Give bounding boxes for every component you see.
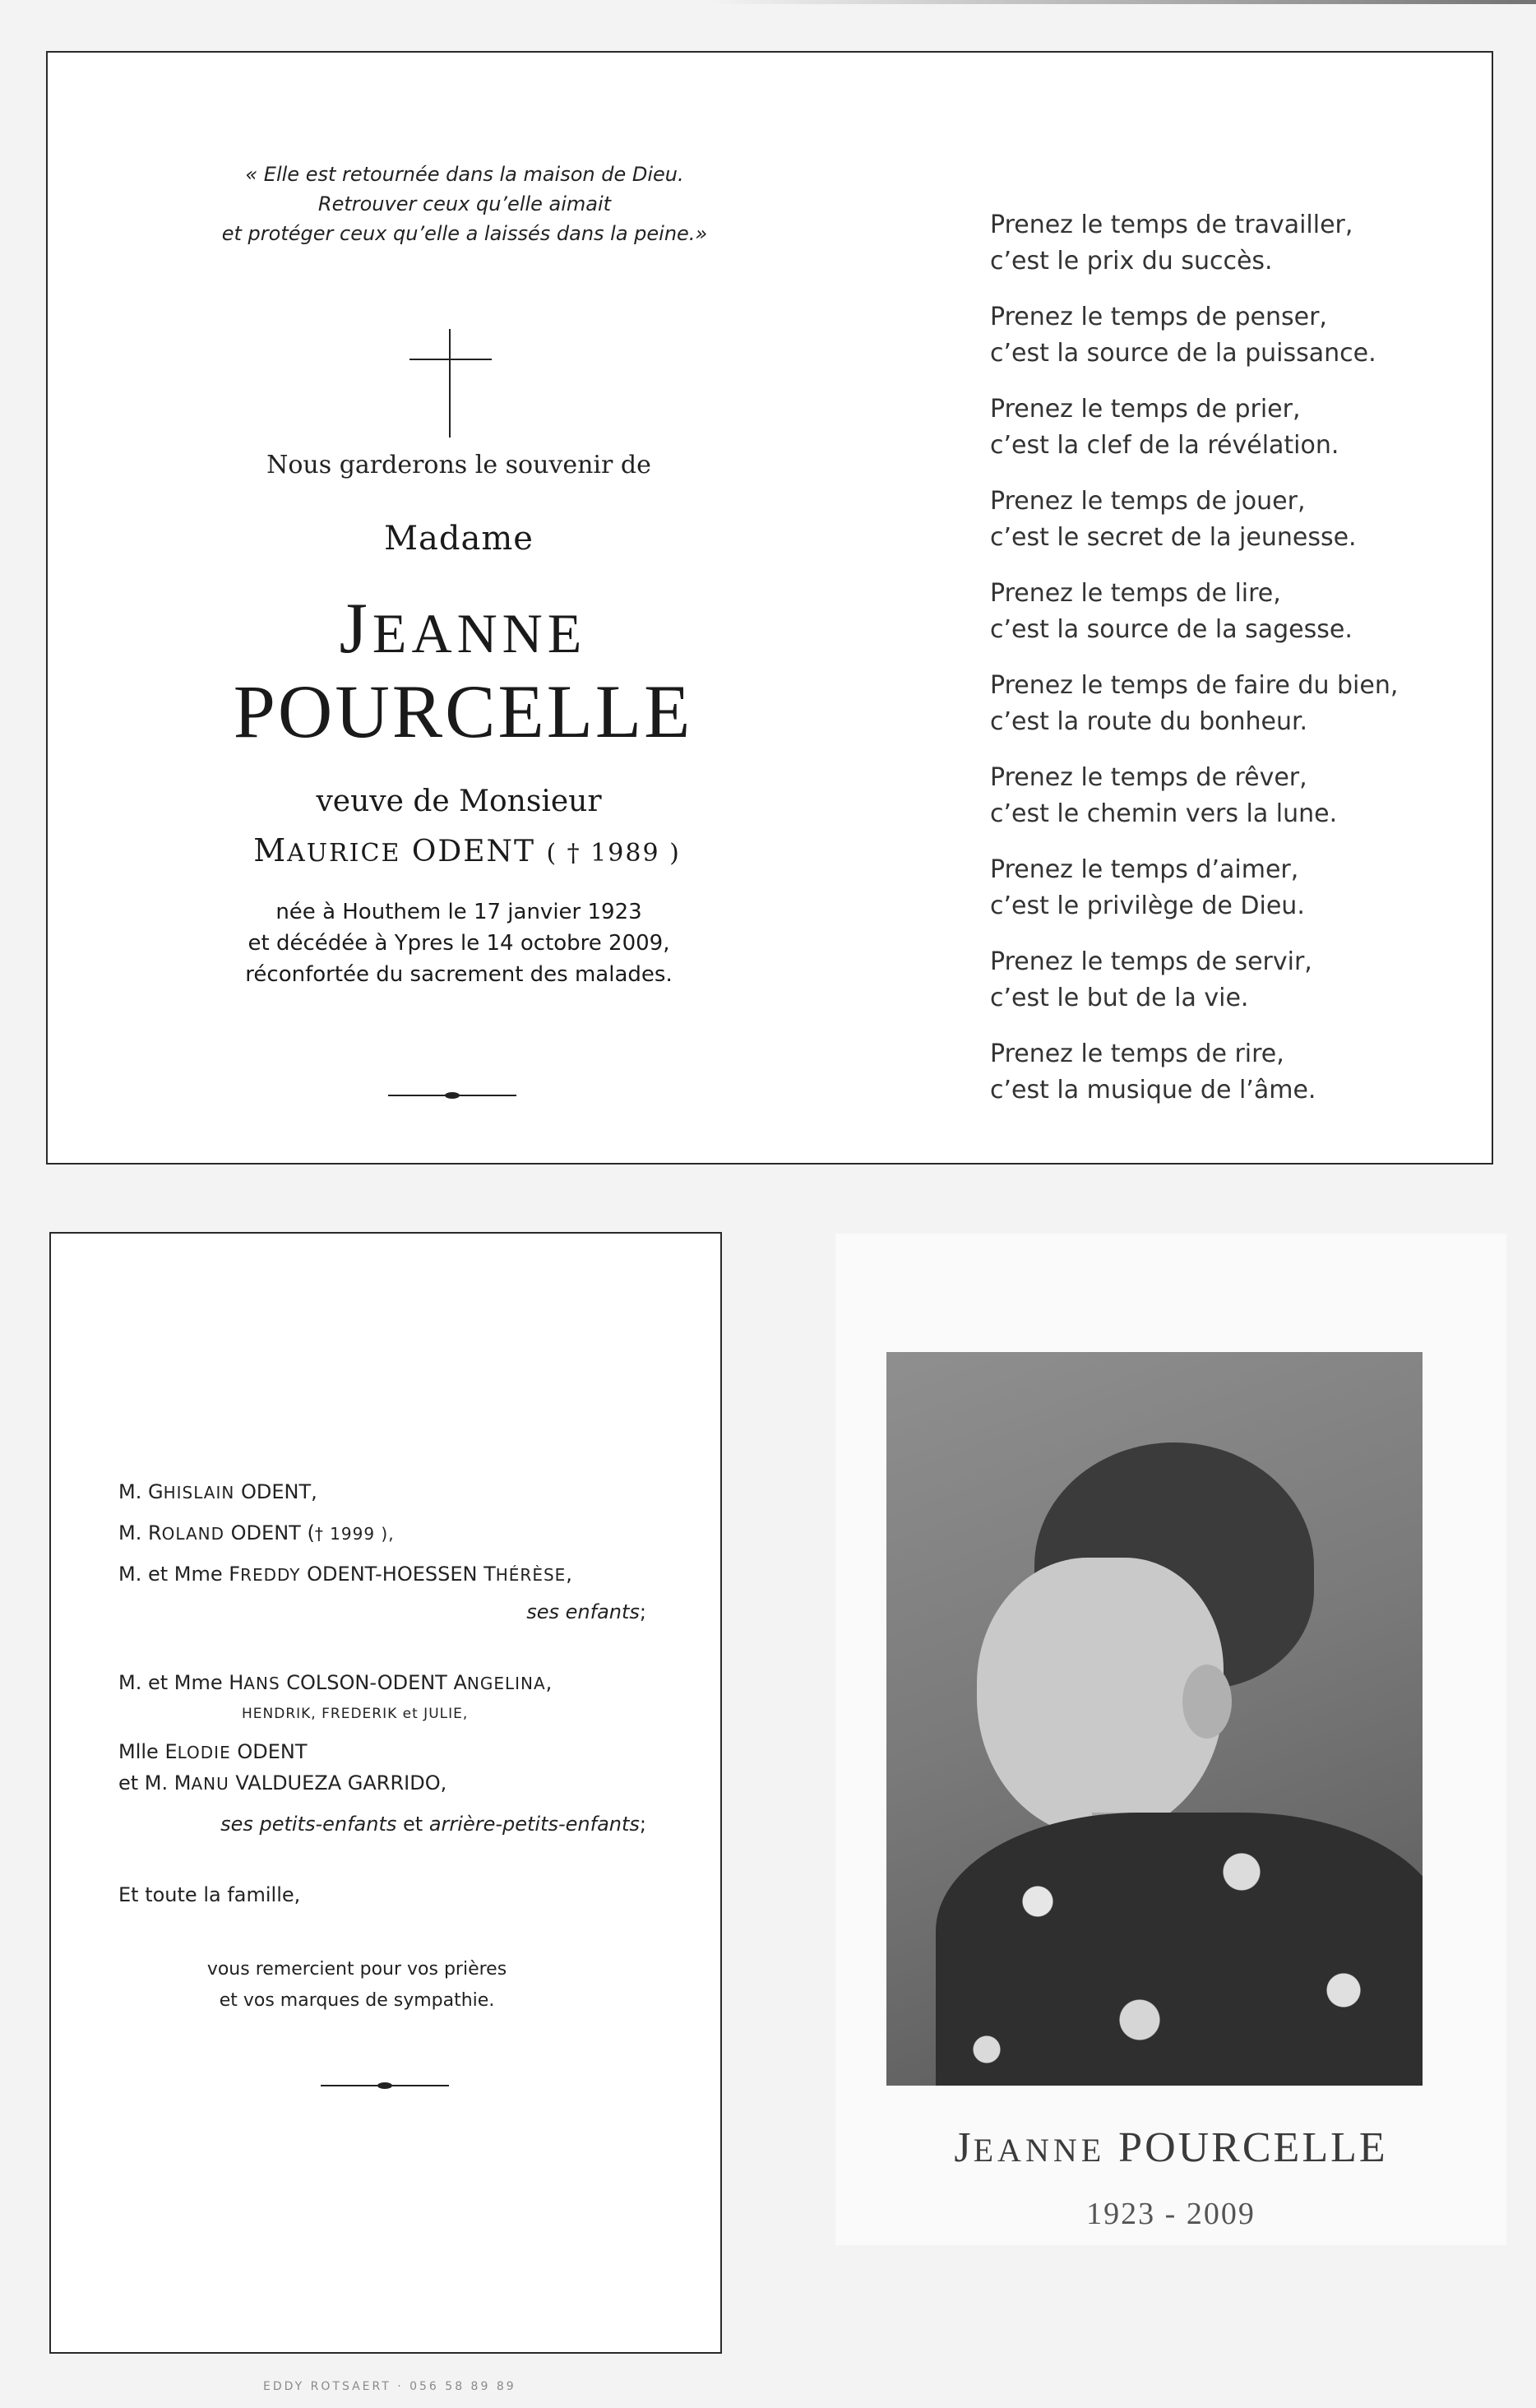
poem-line: c’est la source de la puissance. xyxy=(990,339,1376,368)
husband-first-rest: AURICE xyxy=(287,839,401,868)
poem-line: Prenez le temps de rire, xyxy=(990,1040,1284,1068)
cross-icon xyxy=(409,329,492,438)
divider-ornament xyxy=(321,2082,449,2089)
poem-stanza xyxy=(990,299,1516,372)
first-name-initial: J xyxy=(339,589,372,669)
poem-line: c’est le chemin vers la lune. xyxy=(990,799,1338,828)
portrait-photo xyxy=(886,1352,1423,2086)
memorial-card-inner xyxy=(46,51,1493,1165)
poem-stanza xyxy=(990,668,1516,740)
great-grandchildren: HENDRIK, FREDERIK et JULIE, xyxy=(242,1706,469,1722)
poem-stanza xyxy=(990,391,1516,464)
poem-line: c’est la clef de la révélation. xyxy=(990,431,1339,460)
poem-line: c’est la route du bonheur. xyxy=(990,707,1308,736)
divider-ornament xyxy=(388,1092,516,1099)
poem-line: c’est le secret de la jeunesse. xyxy=(990,523,1357,552)
birth-line: née à Houthem le 17 janvier 1923 xyxy=(275,900,642,924)
souvenir-line: Nous garderons le souvenir de xyxy=(266,451,651,479)
poem-line: Prenez le temps de lire, xyxy=(990,579,1281,608)
poem-line: Prenez le temps d’aimer, xyxy=(990,855,1299,884)
poem-line: c’est la musique de l’âme. xyxy=(990,1076,1316,1104)
comfort-line: réconfortée du sacrement des malades. xyxy=(245,962,673,987)
poem-stanza xyxy=(990,484,1516,556)
family-member: M. et Mme HANS COLSON-ODENT ANGELINA, xyxy=(118,1671,553,1694)
poem-line: Prenez le temps de penser, xyxy=(990,303,1327,331)
scan-edge-shadow xyxy=(707,0,1536,4)
poem-stanza xyxy=(990,944,1516,1016)
photo-caption-years: 1923 - 2009 xyxy=(1086,2197,1256,2231)
honorific: Madame xyxy=(384,520,534,558)
poem-line: c’est le privilège de Dieu. xyxy=(990,891,1305,920)
poem-stanza xyxy=(990,760,1516,832)
husband-initial: M xyxy=(253,832,288,868)
poem-line: Prenez le temps de faire du bien, xyxy=(990,671,1399,700)
family-member: M. et Mme FREDDY ODENT-HOESSEN THÉRÈSE, xyxy=(118,1563,572,1586)
first-name-rest: EANNE xyxy=(372,602,587,665)
thanks-line-1: vous remercient pour vos prières xyxy=(206,1959,507,1980)
printer-credit: EDDY ROTSAERT · 056 58 89 89 xyxy=(263,2380,516,2393)
family-member: et M. MANU VALDUEZA GARRIDO, xyxy=(118,1771,447,1794)
memorial-quote xyxy=(171,160,758,248)
poem-stanza xyxy=(990,576,1516,648)
husband-name xyxy=(97,832,837,868)
husband-death-year: ( † 1989 ) xyxy=(546,839,681,868)
poem-stanza xyxy=(990,1036,1516,1109)
poem-line: Prenez le temps de jouer, xyxy=(990,487,1306,516)
thanks-line-2: et vos marques de sympathie. xyxy=(219,1990,495,2011)
grandchildren-label: ses petits-enfants et arrière-petits-enfants; xyxy=(220,1813,646,1836)
husband-last-name: ODENT xyxy=(411,835,535,868)
whole-family-line: Et toute la famille, xyxy=(118,1883,301,1906)
poem-line: Prenez le temps de rêver, xyxy=(990,763,1307,792)
widow-of-line: veuve de Monsieur xyxy=(316,785,602,818)
poem-line: Prenez le temps de servir, xyxy=(990,947,1312,976)
poem-line: Prenez le temps de prier, xyxy=(990,395,1301,424)
family-member: Mlle ELODIE ODENT xyxy=(118,1740,308,1763)
poem-stanza xyxy=(990,207,1516,280)
poem-line: Prenez le temps de travailler, xyxy=(990,211,1353,239)
poem-stanza xyxy=(990,852,1516,924)
poem-line: c’est la source de la sagesse. xyxy=(990,615,1353,644)
poem-line: c’est le but de la vie. xyxy=(990,984,1249,1012)
quote-line-2: Retrouver ceux qu’elle aimait xyxy=(317,192,612,215)
photo-caption-name: JEANNE POURCELLE xyxy=(954,2124,1388,2171)
children-label: ses enfants; xyxy=(526,1600,646,1623)
quote-line-1: « Elle est retournée dans la maison de Dieu. xyxy=(245,163,684,186)
poem-line: c’est le prix du succès. xyxy=(990,247,1273,276)
biography xyxy=(130,896,788,990)
family-member: M. ROLAND ODENT († 1999 ), xyxy=(118,1521,395,1544)
death-line: et décédée à Ypres le 14 octobre 2009, xyxy=(248,931,670,956)
family-member: M. GHISLAIN ODENT, xyxy=(118,1480,317,1503)
quote-line-3: et protéger ceux qu’elle a laissés dans la peine.» xyxy=(221,222,708,245)
poem xyxy=(990,207,1516,1128)
deceased-last-name: POURCELLE xyxy=(233,669,693,753)
deceased-first-name xyxy=(113,587,812,670)
